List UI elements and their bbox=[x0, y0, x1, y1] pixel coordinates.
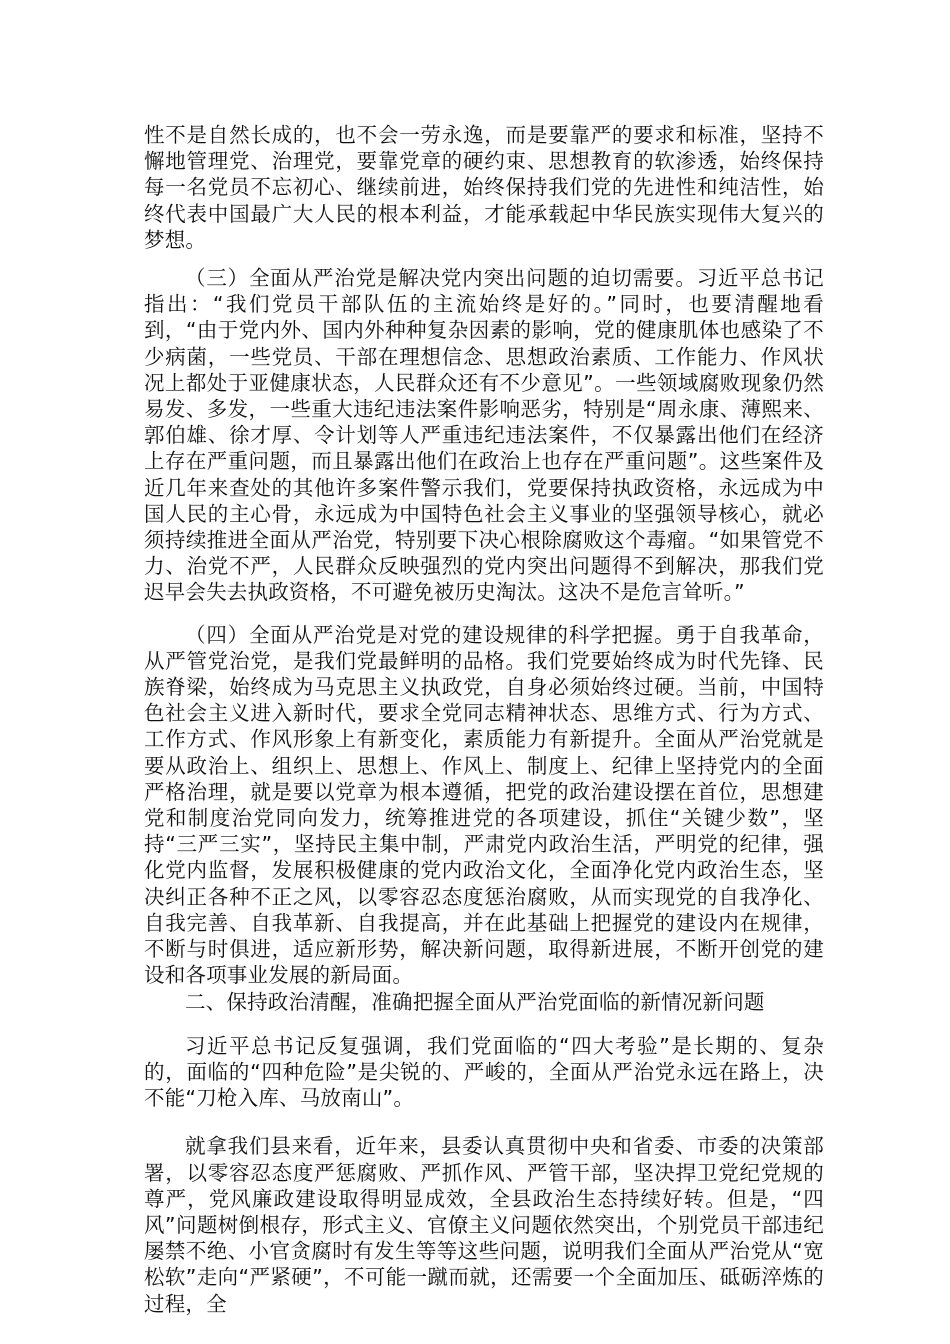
section-heading: 二、保持政治清醒，准确把握全面从严治党面临的新情况新问题 bbox=[185, 989, 765, 1014]
paragraph-continuation: 性不是自然长成的，也不会一劳永逸，而是要靠严的要求和标准，坚持不懈地管理党、治理党，要靠党章的硬约束、思想教育的软渗透，始终保持每一名党员不忘初心、继续前进，始终保持我们党的先进性和纯洁性，始终代表中国最广大人民的根本利益，才能承载起中华民族实现伟大复兴的梦想。 bbox=[144, 123, 824, 252]
document-page bbox=[144, 122, 824, 1317]
paragraph-four-tests: 习近平总书记反复强调，我们党面临的“四大考验”是长期的、复杂的，面临的“四种危险”是尖锐的、严峻的，全面从严治党永远在路上，决不能“刀枪入库、马放南山”。 bbox=[144, 1033, 824, 1111]
paragraph-county: 就拿我们县来看，近年来，县委认真贯彻中央和省委、市委的决策部署，以零容忍态度严惩腐败、严抓作风、严管干部，坚决捍卫党纪党规的尊严，党风廉政建设取得明显成效，全县政治生态持续好转。但是，“四风”问题树倒根存，形式主义、官僚主义问题依然突出，个别党员干部违纪屡禁不绝、小官贪腐时有发生等等这些问题，说明我们全面从严治党从“宽松软”走向“严紧硬”，不可能一蹴而就，还需要一个全面加压、砥砺淬炼的过程，全 bbox=[144, 1134, 824, 1316]
paragraph-section-three: （三）全面从严治党是解决党内突出问题的迫切需要。习近平总书记指出：“我们党员干部队伍的主流始终是好的。”同时，也要清醒地看到，“由于党内外、国内外种种复杂因素的影响，党的健康肌体也感染了不少病菌，一些党员、干部在理想信念、思想政治素质、工作能力、作风状况上都处于亚健康状态，人民群众还有不少意见”。一些领域腐败现象仍然易发、多发，一些重大违纪违法案件影响恶劣，特别是“周永康、薄熙来、郭伯雄、徐才厚、令计划等人严重违纪违法案件，不仅暴露出他们在经济上存在严重问题，而且暴露出他们在政治上也存在严重问题”。这些案件及近几年来查处的其他许多案件警示我们，党要保持执政资格，永远成为中国人民的主心骨，永远成为中国特色社会主义事业的坚强领导核心，就必须持续推进全面从严治党，特别要下决心根除腐败这个毒瘤。“如果管党不力、治党不严，人民群众反映强烈的党内突出问题得不到解决，那我们党迟早会失去执政资格，不可避免被历史淘汰。这决不是危言耸听。” bbox=[144, 266, 824, 605]
paragraph-section-four: （四）全面从严治党是对党的建设规律的科学把握。勇于自我革命，从严管党治党，是我们党最鲜明的品格。我们党要始终成为时代先锋、民族脊梁，始终成为马克思主义执政党，自身必须始终过硬。当前，中国特色社会主义进入新时代，要求全党同志精神状态、思维方式、行为方式、工作方式、作风形象上有新变化，素质能力有新提升。全面从严治党就是要从政治上、组织上、思想上、作风上、制度上、纪律上坚持党内的全面严格治理，就是要以党章为根本遵循，把党的政治建设摆在首位，思想建党和制度治党同向发力，统筹推进党的各项建设，抓住“关键少数”，坚持“三严三实”，坚持民主集中制，严肃党内政治生活，严明党的纪律，强化党内监督，发展积极健康的党内政治文化，全面净化党内政治生态，坚决纠正各种不正之风，以零容忍态度惩治腐败，从而实现党的自我净化、自我完善、自我革新、自我提高，并在此基础上把握党的建设内在规律，不断与时俱进，适应新形势，解决新问题，取得新进展，不断开创党的建设和各项事业发展的新局面。 bbox=[144, 622, 824, 988]
